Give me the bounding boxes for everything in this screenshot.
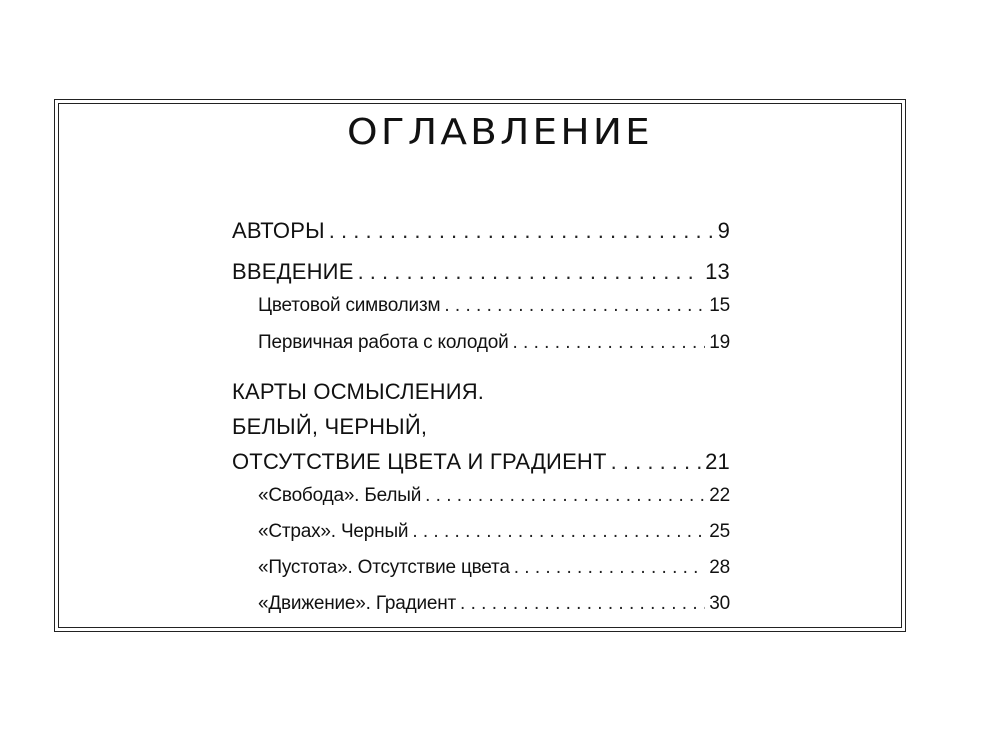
toc-page-number: 19 bbox=[709, 332, 730, 353]
toc-entry-label: ВВЕДЕНИЕ bbox=[232, 259, 354, 284]
toc-page-number: 13 bbox=[705, 259, 730, 284]
leader-dots bbox=[514, 557, 706, 579]
toc-entry-authors[interactable] bbox=[232, 218, 730, 244]
leader-dots bbox=[412, 521, 705, 543]
page-title: ОГЛАВЛЕНИЕ bbox=[347, 112, 653, 153]
page-frame-inner bbox=[58, 103, 902, 628]
toc-entry-introduction[interactable] bbox=[232, 259, 730, 285]
toc-page-number: 15 bbox=[709, 295, 730, 316]
leader-dots bbox=[425, 485, 705, 507]
toc-entry-freedom[interactable] bbox=[232, 485, 730, 507]
toc-entry-label: «Свобода». Белый bbox=[258, 485, 422, 506]
leader-dots bbox=[358, 259, 702, 285]
toc-page-number: 21 bbox=[705, 449, 730, 474]
toc-entry-color-symbolism[interactable] bbox=[232, 295, 730, 317]
toc-entry-label: ОТСУТСТВИЕ ЦВЕТА И ГРАДИЕНТ bbox=[232, 449, 607, 474]
toc-entry-label: Первичная работа с колодой bbox=[258, 332, 509, 353]
toc-entry-first-work[interactable] bbox=[232, 332, 730, 354]
toc-entry-movement[interactable] bbox=[232, 593, 730, 615]
toc-page-number: 30 bbox=[709, 593, 730, 614]
toc-entry-label: «Страх». Черный bbox=[258, 521, 409, 542]
toc-page-number: 22 bbox=[709, 485, 730, 506]
toc-page-number: 28 bbox=[709, 557, 730, 578]
toc-entry-label: Цветовой символизм bbox=[258, 295, 441, 316]
toc-section-heading-line1: КАРТЫ ОСМЫСЛЕНИЯ. bbox=[232, 379, 485, 404]
leader-dots bbox=[513, 332, 706, 354]
toc-entry-emptiness[interactable] bbox=[232, 557, 730, 579]
toc-entry-fear[interactable] bbox=[232, 521, 730, 543]
toc-page-number: 9 bbox=[717, 218, 730, 243]
toc-entry-label: «Движение». Градиент bbox=[258, 593, 457, 614]
toc-section-heading-line2: БЕЛЫЙ, ЧЕРНЫЙ, bbox=[232, 414, 428, 439]
leader-dots bbox=[444, 295, 705, 317]
toc-entry-sense-cards[interactable] bbox=[232, 449, 730, 475]
leader-dots bbox=[611, 449, 701, 475]
toc-entry-label: АВТОРЫ bbox=[232, 218, 325, 243]
toc-entry-label: «Пустота». Отсутствие цвета bbox=[258, 557, 510, 578]
toc-page-number: 25 bbox=[709, 521, 730, 542]
leader-dots bbox=[329, 218, 714, 244]
leader-dots bbox=[460, 593, 705, 615]
